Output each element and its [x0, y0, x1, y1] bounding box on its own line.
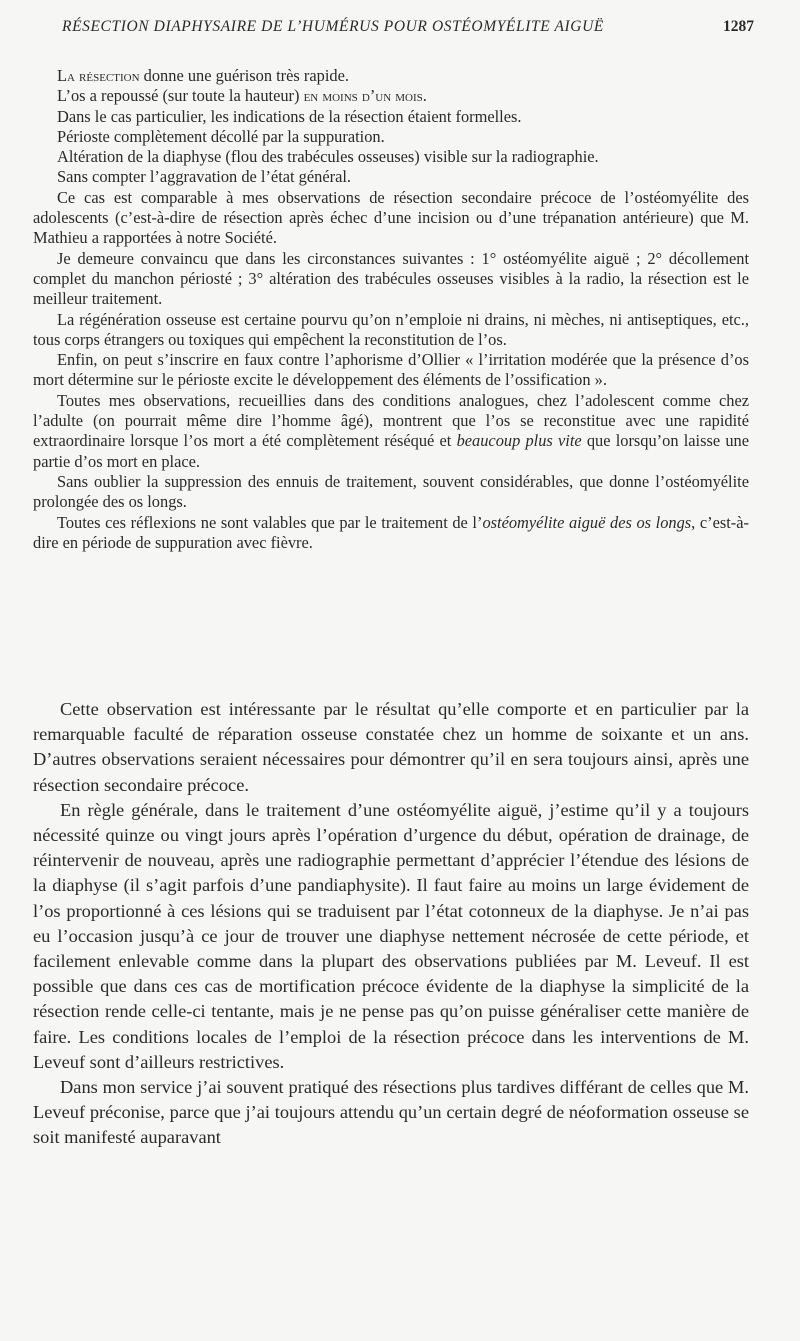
paragraph: Sans oublier la suppression des ennuis de traitement, souvent considérables, que donne l’ostéomyélite prolongée des os longs.	[33, 471, 749, 512]
paragraph: Sans compter l’aggravation de l’état général.	[57, 167, 351, 187]
observation-text	[33, 66, 749, 553]
italic-emphasis: ostéomyélite aiguë des os longs	[482, 512, 692, 532]
page-number: 1287	[723, 18, 754, 35]
paragraph: Je demeure convaincu que dans les circonstances suivantes : 1° ostéomyélite aiguë ; 2° décollement complet du manchon périosté ; 3° altération des trabécules osseuses visibles à la radio, la résection est le meilleur traitement.	[33, 248, 749, 309]
page-header	[62, 18, 754, 40]
paragraph: Dans le cas particulier, les indications de la résection étaient formelles.	[57, 106, 522, 126]
paragraph: Enfin, on peut s’inscrire en faux contre l’aphorisme d’Ollier « l’irritation modérée que la présence d’os mort détermine sur le périoste excite le développement des éléments de l’ossification ».	[33, 350, 749, 390]
paragraph: Toutes mes observations, recueillies dans des conditions analogues, chez l’adolescent comme chez l’adulte (on pourrait même dire l’homme âgé), montrent que l’os se reconstitue avec une rapidité extraordinaire lorsque l’os mort a été complètement réséqué et beaucoup plus vite que lorsqu’on laisse une partie d’os mort en place.	[33, 390, 749, 471]
paragraph: La régénération osseuse est certaine pourvu qu’on n’emploie ni drains, ni mèches, ni antiseptiques, etc., tous corps étrangers ou toxiques qui empêchent la reconstitution de l’os.	[33, 309, 749, 349]
small-caps-text: en moins d’un mois	[303, 86, 423, 106]
italic-emphasis: beaucoup plus vite	[456, 431, 582, 451]
running-title: RÉSECTION DIAPHYSAIRE DE L’HUMÉRUS POUR OSTÉOMYÉLITE AIGUË	[62, 18, 604, 35]
lead-small-caps: La résection	[57, 66, 140, 85]
paragraph: Cette observation est intéressante par le résultat qu’elle comporte et en particulier par la remarquable faculté de réparation osseuse constatée chez un homme de soixante et un ans. D’autres observations seraient nécessaires pour démontrer qu’il en sera toujours ainsi, après une résection secondaire précoce.	[33, 699, 749, 795]
paragraph: Ce cas est comparable à mes observations de résection secondaire précoce de l’ostéomyélite des adolescents (c’est-à-dire de résection après échec d’une incision ou d’une trépanation antérieure) que M. Mathieu a rapportées à notre Société.	[33, 187, 749, 248]
paragraph: Altération de la diaphyse (flou des trabécules osseuses) visible sur la radiographie.	[57, 147, 599, 167]
paragraph: Dans mon service j’ai souvent pratiqué des résections plus tardives différant de celles que M. Leveuf préconise, parce que j’ai toujours attendu qu’un certain degré de néoformation osseuse se soit manifesté auparavant	[33, 1077, 749, 1148]
paragraph: L’os a repoussé (sur toute la hauteur) en moins d’un mois.	[57, 86, 427, 106]
paragraph: En règle générale, dans le traitement d’une ostéomyélite aiguë, j’estime qu’il y a toujours nécessité quinze ou vingt jours après l’opération d’urgence du début, opération de drainage, de réintervenir de nouveau, après une radiographie permettant d’apprécier l’étendue des lésions de la diaphyse (il s’agit parfois d’une pandiaphysite). Il faut faire au moins un large évidement de l’os proportionné à ces lésions qui se traduisent par l’état cotonneux de la diaphyse. Je n’ai pas eu l’occasion jusqu’à ce jour de trouver une diaphyse nettement nécrosée de cette période, et facilement enlevable comme dans la plupart des observations publiées par M. Leveuf. Il est possible que dans ces cas de mortification précoce évidente de la diaphyse la simplicité de la résection rende celle-ci tentante, mais je ne pense pas qu’on puisse généraliser cette manière de faire. Les conditions locales de l’emploi de la résection précoce dans les interventions de M. Leveuf sont d’ailleurs restrictives.	[33, 799, 749, 1072]
paragraph: Périoste complètement décollé par la suppuration.	[57, 126, 385, 146]
paragraph: Toutes ces réflexions ne sont valables que par le traitement de l’ostéomyélite aiguë des os longs, c’est-à-dire en période de suppuration avec fièvre.	[33, 512, 749, 552]
paragraph: La résection donne une guérison très rapide.	[57, 66, 349, 85]
commentary-text	[33, 697, 749, 1151]
